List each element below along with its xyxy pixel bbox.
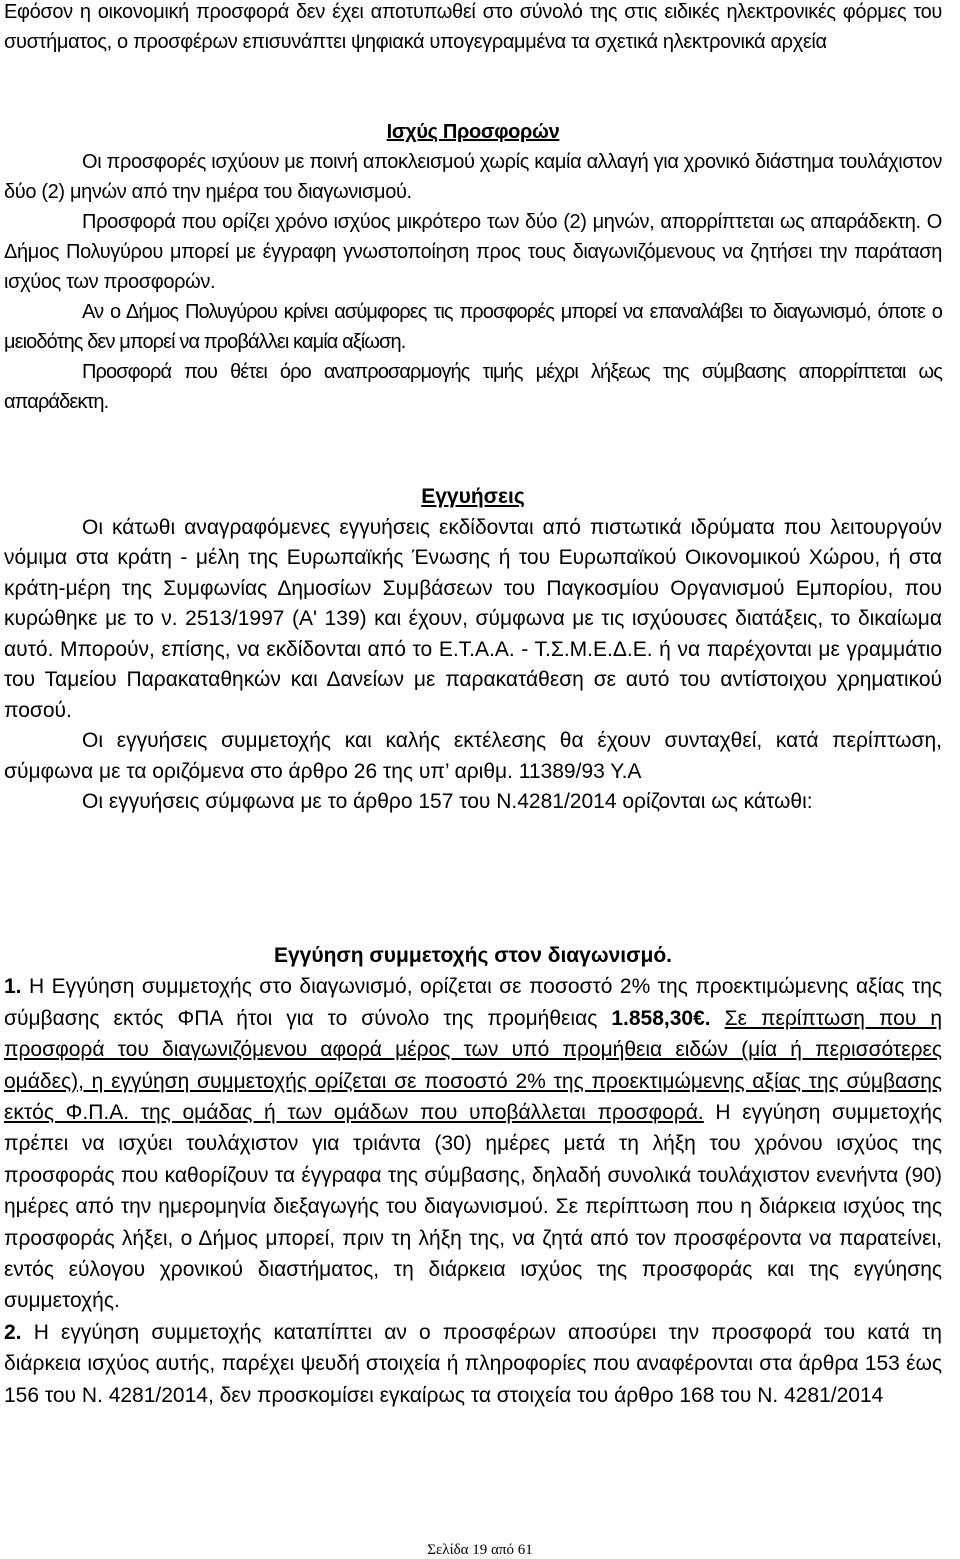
- item-2-number: 2.: [4, 1320, 22, 1344]
- item-2-text: Η εγγύηση συμμετοχής καταπίπτει αν ο προσφέρων αποσύρει την προσφορά του κατά τη διάρκεια ισχύος αυτής, παρέχει ψευδή στοιχεία ή πληροφορίες που αναφέρονται στα άρθρα 153 έως 156 του Ν. 4281/2014, δεν προσκομίσει εγκαίρως τα στοιχεία του άρθρο 168 του Ν. 4281/2014: [4, 1320, 942, 1407]
- participation-section: [4, 940, 942, 1411]
- guarantees-paragraph-1: Οι κάτωθι αναγραφόμενες εγγυήσεις εκδίδονται από πιστωτικά ιδρύματα που λειτουργούν νόμιμα στα κράτη - μέλη της Ευρωπαϊκής Ένωσης ή του Ευρωπαϊκού Οικονομικού Χώρου, ή στα κράτη-μέρη της Συμφωνίας Δημοσίων Συμβάσεων του Παγκοσμίου Οργανισμού Εμπορίου, που κυρώθηκε με το ν. 2513/1997 (Α' 139) και έχουν, σύμφωνα με τις ισχύουσες διατάξεις, το δικαίωμα αυτό. Μπορούν, επίσης, να εκδίδονται από το Ε.Τ.Α.Α. - Τ.Σ.Μ.Ε.Δ.Ε. ή να παρέχονται με γραμμάτιο του Ταμείου Παρακαταθηκών και Δανείων με παρακατάθεση σε αυτό του αντίστοιχου χρηματικού ποσού.: [4, 515, 942, 722]
- validity-paragraph-3: Αν ο Δήμος Πολυγύρου κρίνει ασύμφορες τις προσφορές μπορεί να επαναλάβει το διαγωνισμό, όποτε ο μειοδότης δεν μπορεί να προβάλλει καμία αξίωση.: [4, 301, 942, 353]
- participation-item-2: [4, 1317, 942, 1411]
- validity-heading: Ισχύς Προσφορών: [386, 121, 560, 143]
- guarantees-paragraph-2: Οι εγγυήσεις συμμετοχής και καλής εκτέλεσης θα έχουν συνταχθεί, κατά περίπτωση, σύμφωνα με τα οριζόμενα στο άρθρο 26 της υπ’ αριθμ. 11389/93 Υ.Α: [4, 729, 942, 783]
- guarantees-section: [4, 482, 942, 818]
- validity-paragraph-1: Οι προσφορές ισχύουν με ποινή αποκλεισμού χωρίς καμία αλλαγή για χρονικό διάστημα τουλάχιστον δύο (2) μηνών από την ημέρα του διαγωνισμού.: [4, 151, 942, 203]
- participation-heading: Εγγύηση συμμετοχής στον διαγωνισμό.: [273, 944, 672, 967]
- page-footer: Σελίδα 19 από 61: [427, 1542, 533, 1558]
- validity-paragraph-2: Προσφορά που ορίζει χρόνο ισχύος μικρότερο των δύο (2) μηνών, απορρίπτεται ως απαράδεκτη. Ο Δήμος Πολυγύρου μπορεί με έγγραφη γνωστοποίηση προς τους διαγωνιζόμενους να ζητήσει την παράταση ισχύος των προσφορών.: [4, 211, 942, 293]
- guarantees-heading: Εγγυήσεις: [421, 485, 525, 508]
- validity-paragraph-4: Προσφορά που θέτει όρο αναπροσαρμογής τιμής μέχρι λήξεως της σύμβασης απορρίπτεται ως απαράδεκτη.: [4, 361, 942, 413]
- participation-item-1: [4, 971, 942, 1316]
- intro-paragraph: [4, 0, 942, 57]
- item-1-text-b: Η εγγύηση συμμετοχής πρέπει να ισχύει τουλάχιστον για τριάντα (30) ημέρες μετά τη λήξη του χρόνου ισχύος της προσφοράς που καθορίζουν τα έγγραφα της σύμβασης, δηλαδή συνολικά τουλάχιστον ενενήντα (90) ημέρες από την ημερομηνία διεξαγωγής του διαγωνισμού. Σε περίπτωση που η διάρκεια ισχύος της προσφοράς λήξει, ο Δήμος μπορεί, πριν τη λήξη της, να ζητά από τον προσφέροντα να παρατείνει, εντός εύλογου χρονικού διαστήματος, τη διάρκεια ισχύος της προσφοράς και της εγγύησης συμμετοχής.: [4, 1101, 942, 1313]
- guarantees-paragraph-3: Οι εγγυήσεις σύμφωνα με το άρθρο 157 του Ν.4281/2014 ορίζονται ως κάτωθι:: [82, 790, 813, 813]
- validity-section: [4, 117, 942, 417]
- item-1-text-a: Η Εγγύηση συμμετοχής στο διαγωνισμό, ορίζεται σε ποσοστό 2% της προεκτιμώμενης αξίας της σύμβασης εκτός ΦΠΑ ήτοι για το σύνολο της προμήθειας: [4, 975, 942, 1030]
- item-1-underlined-text: Σε περίπτωση που η προσφορά του διαγωνιζόμενου αφορά μέρος των υπό προμήθεια ειδών (μία ή περισσότερες ομάδες), η εγγύηση συμμετοχής ορίζεται σε ποσοστό 2% της προεκτιμώμενης αξίας της σύμβασης εκτός Φ.Π.Α. της ομάδας ή των ομάδων που υποβάλλεται προσφορά.: [4, 1006, 942, 1125]
- intro-text: Εφόσον η οικονομική προσφορά δεν έχει αποτυπωθεί στο σύνολό της στις ειδικές ηλεκτρονικές φόρμες του συστήματος, ο προσφέρων επισυνάπτει ψηφιακά υπογεγραμμένα τα σχετικά ηλεκτρονικά αρχεία: [4, 1, 942, 53]
- participation-amount: 1.858,30€.: [611, 1006, 711, 1030]
- item-1-space: [711, 1007, 725, 1030]
- item-1-number: 1.: [4, 975, 22, 999]
